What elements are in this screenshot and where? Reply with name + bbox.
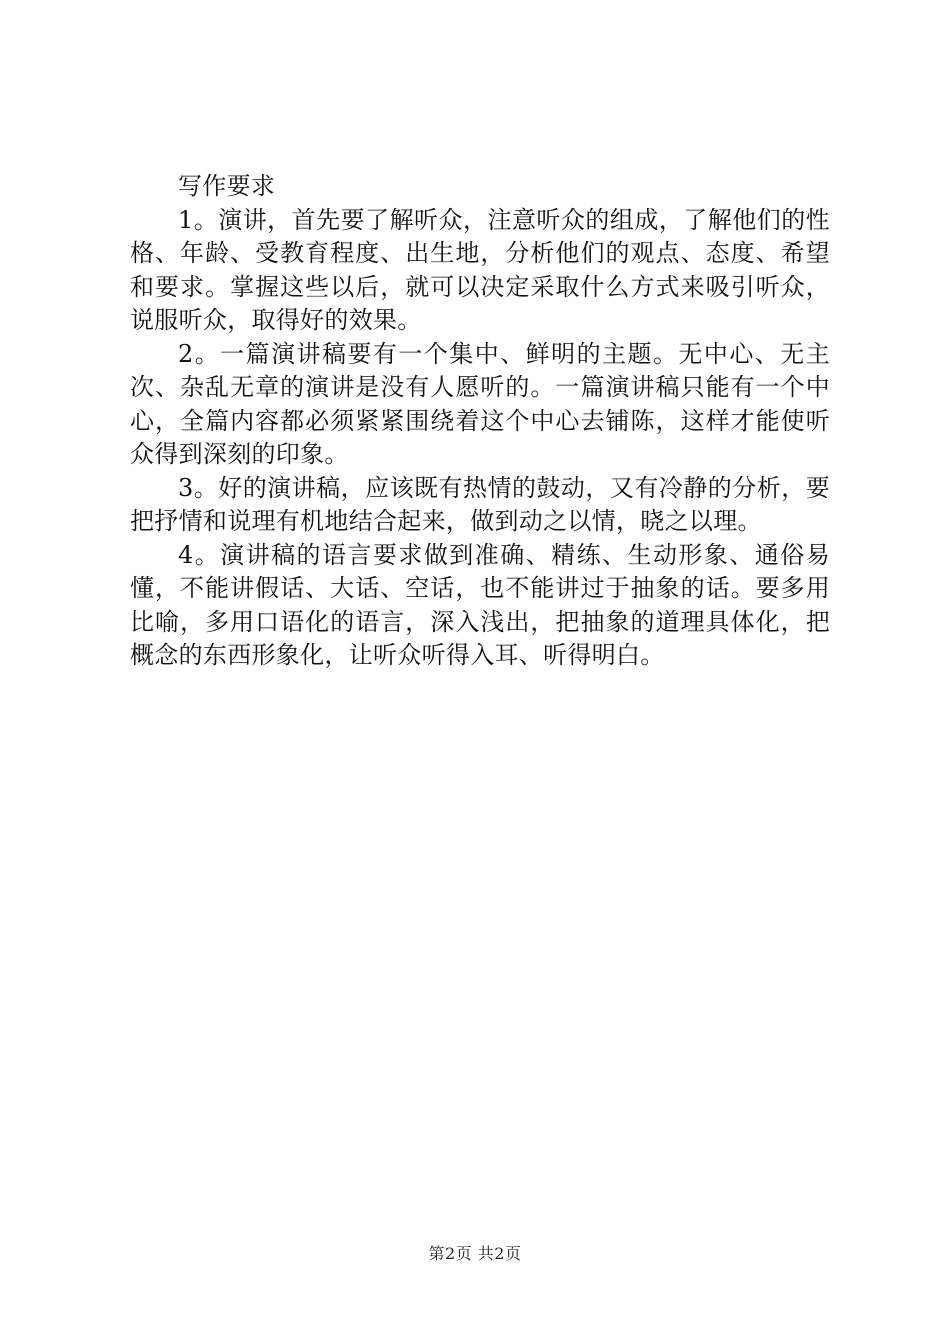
section-heading: 写作要求	[178, 172, 276, 200]
paragraph-1: 1。演讲，首先要了解听众，注意听众的组成，了解他们的性格、年龄、受教育程度、出生地，分析他们的观点、态度、希望和要求。掌握这些以后，就可以决定采取什么方式来吸引听众，说服听众，取得好的效果。	[130, 205, 830, 334]
page-number-footer: 第2页 共2页	[428, 1244, 522, 1263]
paragraph-4: 4。演讲稿的语言要求做到准确、精练、生动形象、通俗易懂，不能讲假话、大话、空话，也不能讲过于抽象的话。要多用比喻，多用口语化的语言，深入浅出，把抽象的道理具体化，把概念的东西形象化，让听众听得入耳、听得明白。	[130, 540, 830, 669]
paragraph-2: 2。一篇演讲稿要有一个集中、鲜明的主题。无中心、无主次、杂乱无章的演讲是没有人愿听的。一篇演讲稿只能有一个中心，全篇内容都必须紧紧围绕着这个中心去铺陈，这样才能使听众得到深刻的印象。	[130, 339, 830, 468]
paragraph-3: 3。好的演讲稿，应该既有热情的鼓动，又有冷静的分析，要把抒情和说理有机地结合起来，做到动之以情，晓之以理。	[130, 473, 830, 535]
document-body	[130, 170, 830, 673]
